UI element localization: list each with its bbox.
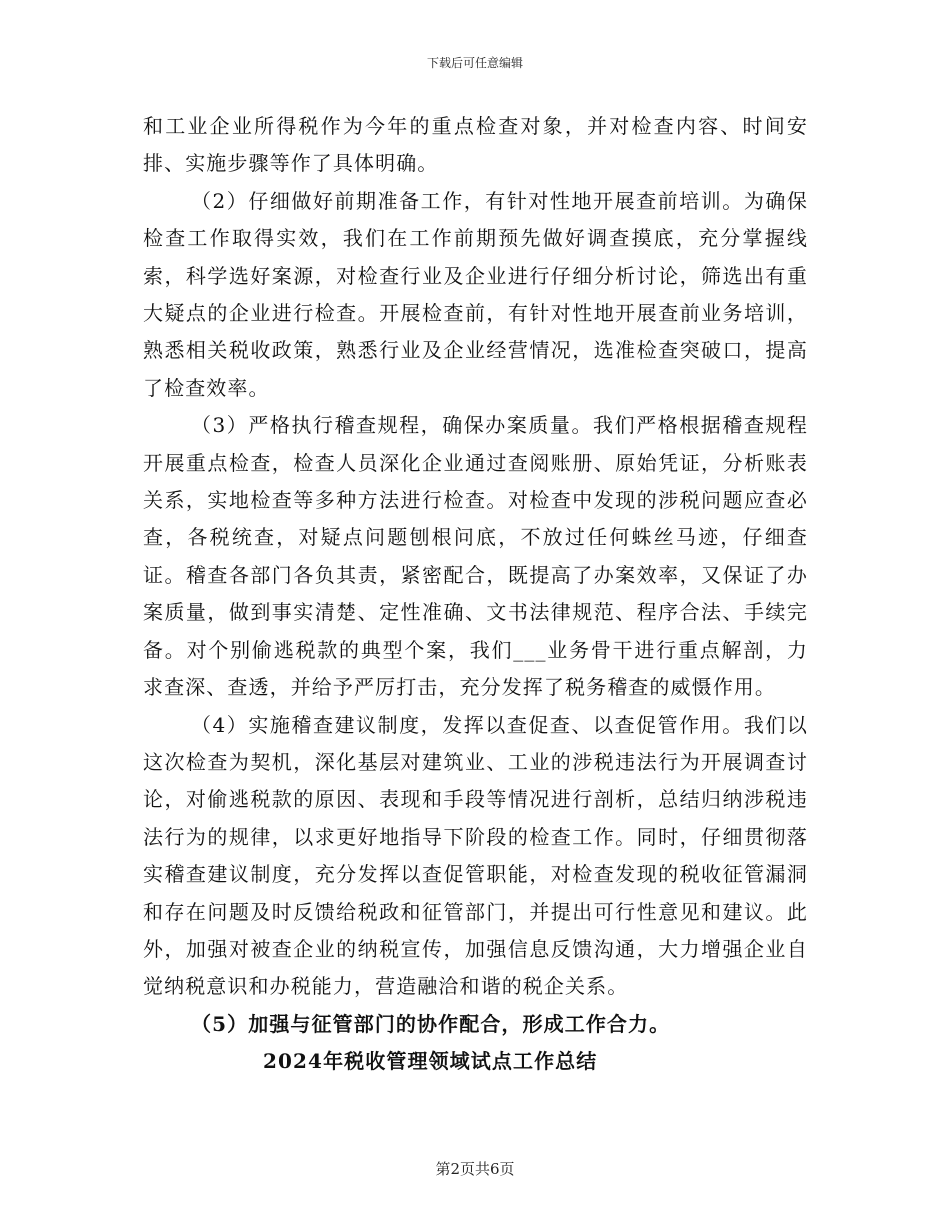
document-title: 2024年税收管理领域试点工作总结 (263, 1049, 598, 1074)
document-body (143, 108, 808, 1081)
page-number: 第2页共6页 (435, 1160, 515, 1178)
paragraph-continuation: 和工业企业所得税作为今年的重点检查对象，并对检查内容、时间安排、实施步骤等作了具体明确。 (143, 114, 808, 176)
page-header: 下载后可任意编辑 (426, 56, 523, 70)
section-heading-5: （5）加强与征管部门的协作配合，形成工作合力。 (191, 1011, 671, 1036)
paragraph-item-4: （4）实施稽查建议制度，发挥以查促查、以查促管作用。我们以这次检查为契机，深化基层对建筑业、工业的涉税违法行为开展调查讨论，对偷逃税款的原因、表现和手段等情况进行剖析，总结归纳涉税违法行为的规律，以求更好地指导下阶段的检查工作。同时，仔细贯彻落实稽查建议制度，充分发挥以查促管职能，对检查发现的税收征管漏洞和存在问题及时反馈给税政和征管部门，并提出可行性意见和建议。此外，加强对被查企业的纳税宣传，加强信息反馈沟通，大力增强企业自觉纳税意识和办税能力，营造融洽和谐的税企关系。 (143, 712, 808, 999)
paragraph-item-3: （3）严格执行稽查规程，确保办案质量。我们严格根据稽查规程开展重点检查，检查人员深化企业通过查阅账册、原始凭证，分析账表关系，实地检查等多种方法进行检查。对检查中发现的涉税问题应查必查，各税统查，对疑点问题刨根问底，不放过任何蛛丝马迹，仔细查证。稽查各部门各负其责，紧密配合，既提高了办案效率，又保证了办案质量，做到事实清楚、定性准确、文书法律规范、程序合法、手续完备。对个别偷逃税款的典型个案，我们___业务骨干进行重点解剖，力求查深、查透，并给予严厉打击，充分发挥了税务稽查的威慑作用。 (143, 413, 808, 700)
paragraph-item-2: （2）仔细做好前期准备工作，有针对性地开展查前培训。为确保检查工作取得实效，我们在工作前期预先做好调查摸底，充分掌握线索，科学选好案源，对检查行业及企业进行仔细分析讨论，筛选出有重大疑点的企业进行检查。开展检查前，有针对性地开展查前业务培训，熟悉相关税收政策，熟悉行业及企业经营情况，选准检查突破口，提高了检查效率。 (143, 188, 808, 400)
